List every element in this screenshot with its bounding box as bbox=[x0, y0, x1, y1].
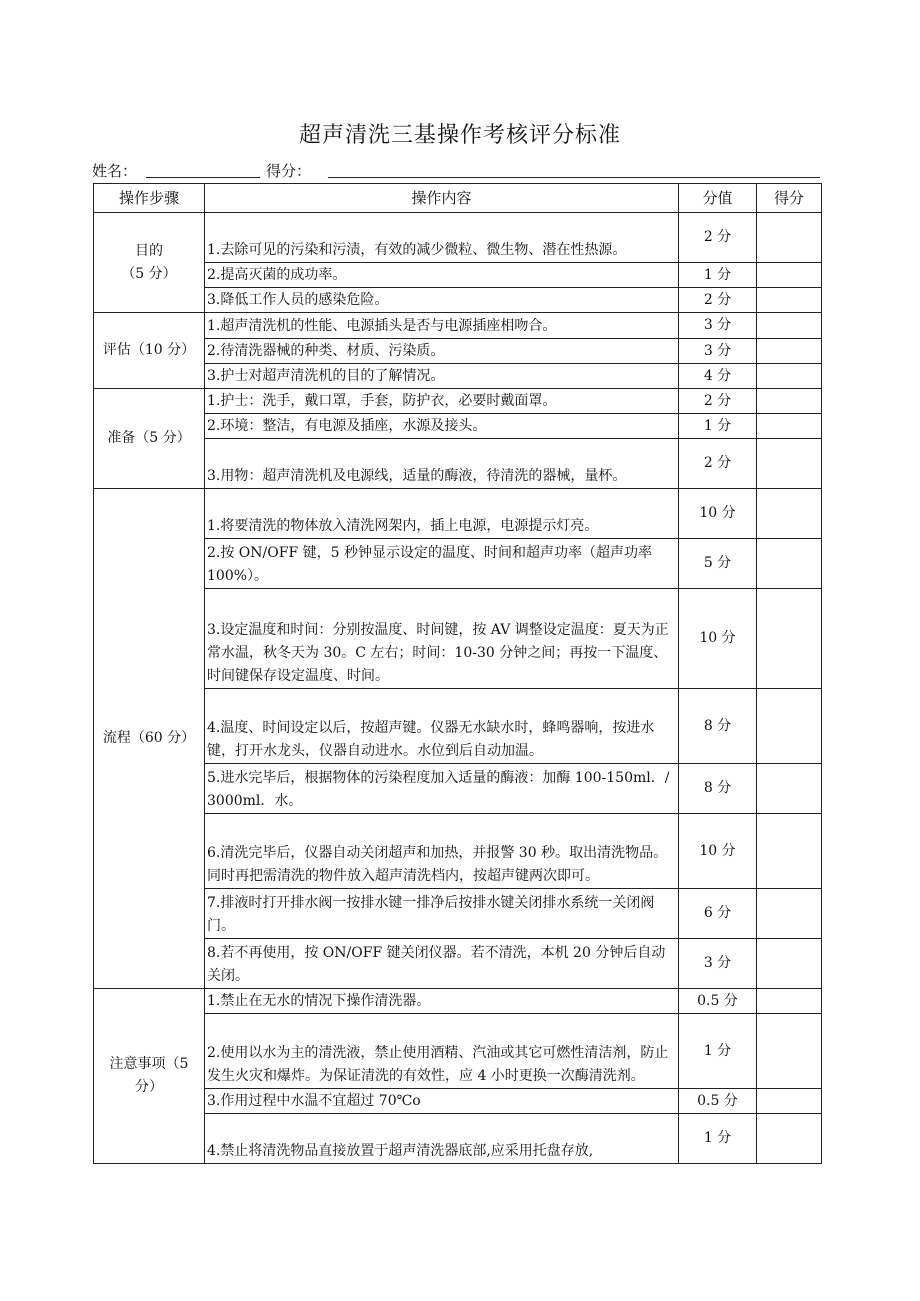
step-cell-assessment bbox=[94, 313, 205, 389]
step-cell-preparation bbox=[94, 389, 205, 489]
content-cell: 3.护士对超声清洗机的目的了解情况。 bbox=[205, 364, 679, 389]
score-cell: 8 分 bbox=[679, 764, 757, 814]
got-cell[interactable] bbox=[757, 889, 822, 939]
step-cell-procedure bbox=[94, 489, 205, 989]
score-cell: 5 分 bbox=[679, 539, 757, 589]
score-cell: 10 分 bbox=[679, 489, 757, 539]
got-cell[interactable] bbox=[757, 989, 822, 1014]
content-cell: 2.提高灭菌的成功率。 bbox=[205, 263, 679, 288]
scoring-table bbox=[93, 183, 822, 1164]
got-cell[interactable] bbox=[757, 389, 822, 414]
score-cell: 10 分 bbox=[679, 814, 757, 889]
header-row bbox=[94, 184, 822, 213]
got-cell[interactable] bbox=[757, 1114, 822, 1164]
content-cell: 1.护士：洗手，戴口罩，手套，防护衣，必要时戴面罩。 bbox=[205, 389, 679, 414]
table-row bbox=[94, 489, 822, 539]
step-label: 评估（10 分） bbox=[102, 342, 196, 358]
score-cell: 2 分 bbox=[679, 439, 757, 489]
step-label: 流程（60 分） bbox=[102, 730, 196, 746]
content-cell: 3.降低工作人员的感染危险。 bbox=[205, 288, 679, 313]
got-cell[interactable] bbox=[757, 339, 822, 364]
score-cell: 0.5 分 bbox=[679, 989, 757, 1014]
score-cell: 0.5 分 bbox=[679, 1089, 757, 1114]
content-cell: 3.设定温度和时间：分别按温度、时间键，按 AV 调整设定温度：夏天为正常水温，秋冬天为 30。C 左右；时间：10-30 分钟之间；再按一下温度、时间键保存设定温度、时间。 bbox=[205, 589, 679, 689]
got-cell[interactable] bbox=[757, 489, 822, 539]
content-cell: 4.禁止将清洗物品直接放置于超声清洗器底部,应采用托盘存放, bbox=[205, 1114, 679, 1164]
score-cell: 8 分 bbox=[679, 689, 757, 764]
got-cell[interactable] bbox=[757, 213, 822, 263]
score-cell: 3 分 bbox=[679, 939, 757, 989]
got-cell[interactable] bbox=[757, 313, 822, 339]
got-cell[interactable] bbox=[757, 288, 822, 313]
col-header-got: 得分 bbox=[757, 184, 822, 213]
content-cell: 4.温度、时间设定以后，按超声键。仪器无水缺水时，蜂鸣器响，按进水键，打开水龙头，仪器自动进水。水位到后自动加温。 bbox=[205, 689, 679, 764]
step-label: 准备（5 分） bbox=[107, 430, 191, 446]
content-cell: 3.用物：超声清洗机及电源线，适量的酶液，待清洗的器械，量杯。 bbox=[205, 439, 679, 489]
got-cell[interactable] bbox=[757, 439, 822, 489]
step-cell-precautions bbox=[94, 989, 205, 1164]
score-cell: 3 分 bbox=[679, 313, 757, 339]
content-cell: 1.将要清洗的物体放入清洗网架内，插上电源，电源提示灯亮。 bbox=[205, 489, 679, 539]
col-header-score: 分值 bbox=[679, 184, 757, 213]
content-cell: 6.清洗完毕后，仪器自动关闭超声和加热，并报警 30 秒。取出清洗物品。同时再把需清洗的物件放入超声清洗档内，按超声键两次即可。 bbox=[205, 814, 679, 889]
score-cell: 1 分 bbox=[679, 1114, 757, 1164]
step-points: 分） bbox=[135, 1079, 163, 1095]
table-row bbox=[94, 389, 822, 414]
content-cell: 1.去除可见的污染和污渍，有效的减少微粒、微生物、潜在性热源。 bbox=[205, 213, 679, 263]
score-cell: 2 分 bbox=[679, 288, 757, 313]
score-field-line bbox=[328, 177, 820, 178]
content-cell: 8.若不再使用，按 ON/OFF 键关闭仪器。若不清洗，本机 20 分钟后自动关闭。 bbox=[205, 939, 679, 989]
content-cell: 2.按 ON/OFF 键，5 秒钟显示设定的温度、时间和超声功率（超声功率 100%）。 bbox=[205, 539, 679, 589]
score-cell: 2 分 bbox=[679, 213, 757, 263]
step-points: （5 分） bbox=[121, 265, 177, 282]
score-cell: 3 分 bbox=[679, 339, 757, 364]
got-cell[interactable] bbox=[757, 539, 822, 589]
got-cell[interactable] bbox=[757, 939, 822, 989]
got-cell[interactable] bbox=[757, 364, 822, 389]
table-row bbox=[94, 213, 822, 263]
name-label: 姓名： bbox=[92, 162, 138, 180]
score-cell: 6 分 bbox=[679, 889, 757, 939]
got-cell[interactable] bbox=[757, 764, 822, 814]
col-header-content: 操作内容 bbox=[205, 184, 679, 213]
document-title: 超声清洗三基操作考核评分标准 bbox=[298, 123, 621, 148]
step-label: 目的 bbox=[135, 242, 163, 259]
content-cell: 2.使用以水为主的清洗液，禁止使用酒精、汽油或其它可燃性清洁剂，防止发生火灾和爆炸。为保证清洗的有效性，应 4 小时更换一次酶清洗剂。 bbox=[205, 1014, 679, 1089]
score-cell: 1 分 bbox=[679, 1014, 757, 1089]
got-cell[interactable] bbox=[757, 814, 822, 889]
name-score-row bbox=[92, 160, 820, 182]
content-cell: 5.进水完毕后，根据物体的污染程度加入适量的酶液：加酶 100-150ml．/ 3000ml．水。 bbox=[205, 764, 679, 814]
score-label: 得分： bbox=[266, 162, 312, 180]
got-cell[interactable] bbox=[757, 589, 822, 689]
score-cell: 2 分 bbox=[679, 389, 757, 414]
got-cell[interactable] bbox=[757, 689, 822, 764]
score-cell: 4 分 bbox=[679, 364, 757, 389]
table-row bbox=[94, 313, 822, 339]
col-header-step: 操作步骤 bbox=[94, 184, 205, 213]
got-cell[interactable] bbox=[757, 414, 822, 439]
name-field-line bbox=[146, 177, 260, 178]
score-cell: 1 分 bbox=[679, 263, 757, 288]
got-cell[interactable] bbox=[757, 1014, 822, 1089]
score-cell: 10 分 bbox=[679, 589, 757, 689]
content-cell: 7.排液时打开排水阀一按排水键一排净后按排水键关闭排水系统一关闭阀门。 bbox=[205, 889, 679, 939]
content-cell: 1.超声清洗机的性能、电源插头是否与电源插座相吻合。 bbox=[205, 313, 679, 339]
content-cell: 2.待清洗器械的种类、材质、污染质。 bbox=[205, 339, 679, 364]
got-cell[interactable] bbox=[757, 263, 822, 288]
step-cell-purpose bbox=[94, 213, 205, 313]
content-cell: 1.禁止在无水的情况下操作清洗器。 bbox=[205, 989, 679, 1014]
content-cell: 3.作用过程中水温不宜超过 70℃o bbox=[205, 1089, 679, 1114]
content-cell: 2.环境：整洁，有电源及插座，水源及接头。 bbox=[205, 414, 679, 439]
step-label: 注意事项（5 bbox=[109, 1056, 189, 1072]
score-cell: 1 分 bbox=[679, 414, 757, 439]
got-cell[interactable] bbox=[757, 1089, 822, 1114]
table-row bbox=[94, 989, 822, 1014]
